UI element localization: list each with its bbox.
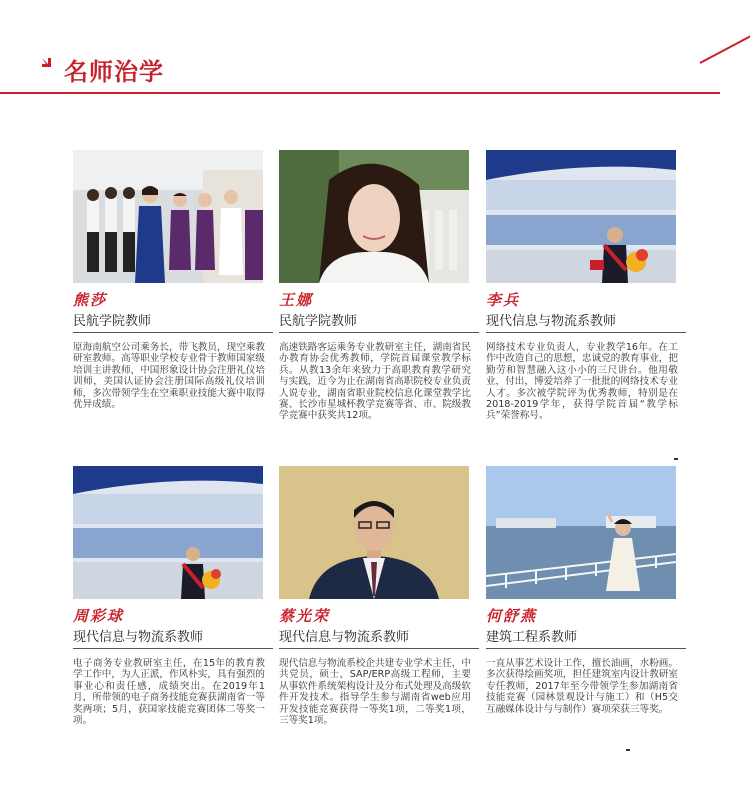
card-divider <box>279 332 479 333</box>
teacher-photo <box>279 466 469 599</box>
teacher-description: 原海南航空公司乘务长，带飞教员，现空乘教研室教师。高等职业学校专业骨干教师国家级培训主讲教师，中国形象设计协会注册礼仪培训师，美国认证协会注册国际高级礼仪培训师，多次带领学生在空乘职业技能大赛中取得优异成绩。 <box>73 342 265 411</box>
teacher-role: 民航学院教师 <box>73 314 152 329</box>
decoration-dash <box>626 749 630 751</box>
teacher-photo <box>73 150 263 283</box>
teacher-role: 现代信息与物流系教师 <box>73 630 204 645</box>
teacher-photo <box>279 150 469 283</box>
teacher-photo <box>486 150 676 283</box>
teacher-role: 现代信息与物流系教师 <box>279 630 410 645</box>
teacher-role: 现代信息与物流系教师 <box>486 314 617 329</box>
teacher-name: 何舒燕 <box>486 607 538 625</box>
teacher-description: 网络技术专业负责人，专业教学16年。在工作中改造自己的思想，忠诚党的教育事业，把勤劳和智慧融入这小小的三尺讲台。他用敬业，付出，博爱培养了一批批的网络技术专业人才。多次被学院评为优秀教师，特别是在2018-2019学年，获得学院首届“教学标兵”荣誉称号。 <box>486 342 678 422</box>
card-divider <box>486 648 686 649</box>
card-divider <box>279 648 479 649</box>
section-header <box>0 0 750 100</box>
teacher-description: 一直从事艺术设计工作，擅长油画，水粉画。多次获得绘画奖项，担任建筑室内设计教研室专任教师，2017年至今带领学生参加湖南省技能竞赛（园林景观设计与施工）和（H5交互融媒体设计与与制作）赛项荣获三等奖。 <box>486 658 678 715</box>
card-divider <box>73 648 273 649</box>
teacher-name: 王娜 <box>279 291 314 309</box>
arrow-accent-icon <box>40 55 54 69</box>
teacher-name: 李兵 <box>486 291 521 309</box>
teacher-description: 电子商务专业教研室主任，在15年的教育教学工作中，为人正派，作风朴实，具有强烈的事业心和责任感，成绩突出。在2019年1月，所带领的电子商务技能竞赛获湖南省一等奖两项；5月，获国家技能竞赛团体二等奖一项。 <box>73 658 265 727</box>
section-title: 名师治学 <box>64 58 164 86</box>
teacher-photo <box>486 466 676 599</box>
header-divider <box>0 92 720 94</box>
teacher-photo <box>73 466 263 599</box>
teacher-description: 现代信息与物流系校企共建专业学术主任，中共党员，硕士，SAP/ERP高级工程师，主要从事软件系统架构设计及分布式处理及高级软件开发技术。指导学生参与湖南省web应用开发技能竞赛获得一等奖1项，二等奖1项，三等奖1项。 <box>279 658 471 727</box>
card-divider <box>486 332 686 333</box>
card-divider <box>73 332 273 333</box>
teacher-description: 高速铁路客运乘务专业教研室主任，湖南省民办教育协会优秀教师，学院首届课堂教学标兵。从教13余年来致力于高职教育教学研究与实践，近今为止在湖南省高职院校专业负责人说专业，湖南省职业院校信息化课堂教学比赛、长沙市星城杯教学竞赛等省、市、院级教学竞赛中获奖共12项。 <box>279 342 471 422</box>
decoration-dash <box>674 458 678 460</box>
teacher-role: 建筑工程系教师 <box>486 630 578 645</box>
teacher-name: 熊莎 <box>73 291 108 309</box>
header-slash-decoration <box>700 34 750 64</box>
teacher-role: 民航学院教师 <box>279 314 358 329</box>
teacher-name: 周彩球 <box>73 607 125 625</box>
teacher-name: 蔡光荣 <box>279 607 331 625</box>
